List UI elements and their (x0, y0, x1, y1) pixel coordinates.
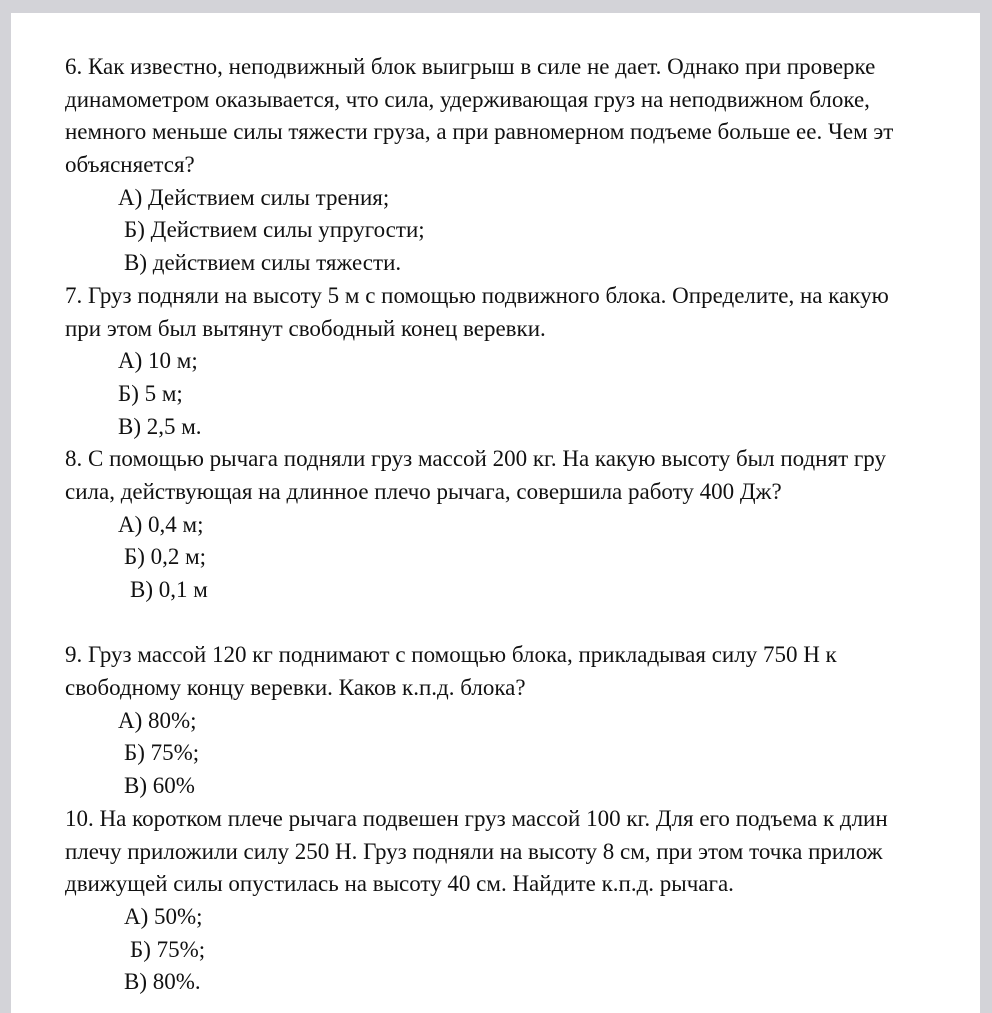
answer-option-c: В) действием силы тяжести. (124, 250, 402, 276)
answer-option-b: Б) 75%; (130, 936, 206, 962)
answer-option-c: В) 60% (124, 773, 195, 799)
question-text-line: 10. На коротком плече рычага подвешен груз массой 100 кг. Для его подъема к длин (65, 805, 888, 831)
question-7 (65, 280, 980, 443)
answer-option-b: Б) Действием силы упругости; (124, 217, 425, 243)
question-text-line: объясняется? (65, 152, 195, 178)
question-text-line: динамометром оказывается, что сила, удерживающая груз на неподвижном блоке, (65, 86, 870, 112)
answer-option-a: А) Действием силы трения; (118, 184, 390, 210)
question-text-line: немного меньше силы тяжести груза, а при равномерном подъеме больше ее. Чем эт (65, 119, 894, 145)
answer-option-c: В) 0,1 м (130, 577, 208, 602)
answer-option-c: В) 2,5 м. (118, 413, 202, 439)
question-text-line: при этом был вытянут свободный конец веревки. (65, 315, 546, 341)
question-text-line: сила, действующая на длинное плечо рычага, совершила работу 400 Дж? (65, 478, 782, 504)
question-text-line: 8. С помощью рычага подняли груз массой 200 кг. На какую высоту был поднят гру (65, 446, 887, 472)
answer-option-b: Б) 0,2 м; (124, 544, 207, 570)
answer-option-a: А) 0,4 м; (118, 511, 204, 537)
document-content (65, 51, 980, 999)
question-text-line: плечу приложили силу 250 Н. Груз подняли на высоту 8 см, при этом точка прилож (65, 838, 883, 864)
answer-option-a: А) 80%; (118, 707, 197, 733)
answer-option-b: Б) 5 м; (118, 380, 183, 406)
answer-option-a: А) 50%; (124, 903, 203, 929)
question-text-line: свободному концу веревки. Каков к.п.д. блока? (65, 675, 526, 701)
document-page (11, 13, 980, 1013)
question-text-line: движущей силы опустилась на высоту 40 см. Найдите к.п.д. рычага. (65, 871, 734, 897)
question-8 (65, 443, 980, 606)
question-9 (65, 639, 980, 802)
answer-option-c: В) 80%. (124, 969, 201, 995)
question-6 (65, 51, 980, 280)
question-text-line: 7. Груз подняли на высоту 5 м с помощью подвижного блока. Определите, на какую (65, 282, 889, 308)
answer-option-a: А) 10 м; (118, 348, 198, 374)
blank-line (65, 607, 980, 640)
question-10 (65, 803, 980, 999)
question-text-line: 6. Как известно, неподвижный блок выигрыш в силе не дает. Однако при проверке (65, 54, 876, 79)
answer-option-b: Б) 75%; (124, 740, 200, 766)
question-text-line: 9. Груз массой 120 кг поднимают с помощью блока, прикладывая силу 750 Н к (65, 642, 837, 668)
